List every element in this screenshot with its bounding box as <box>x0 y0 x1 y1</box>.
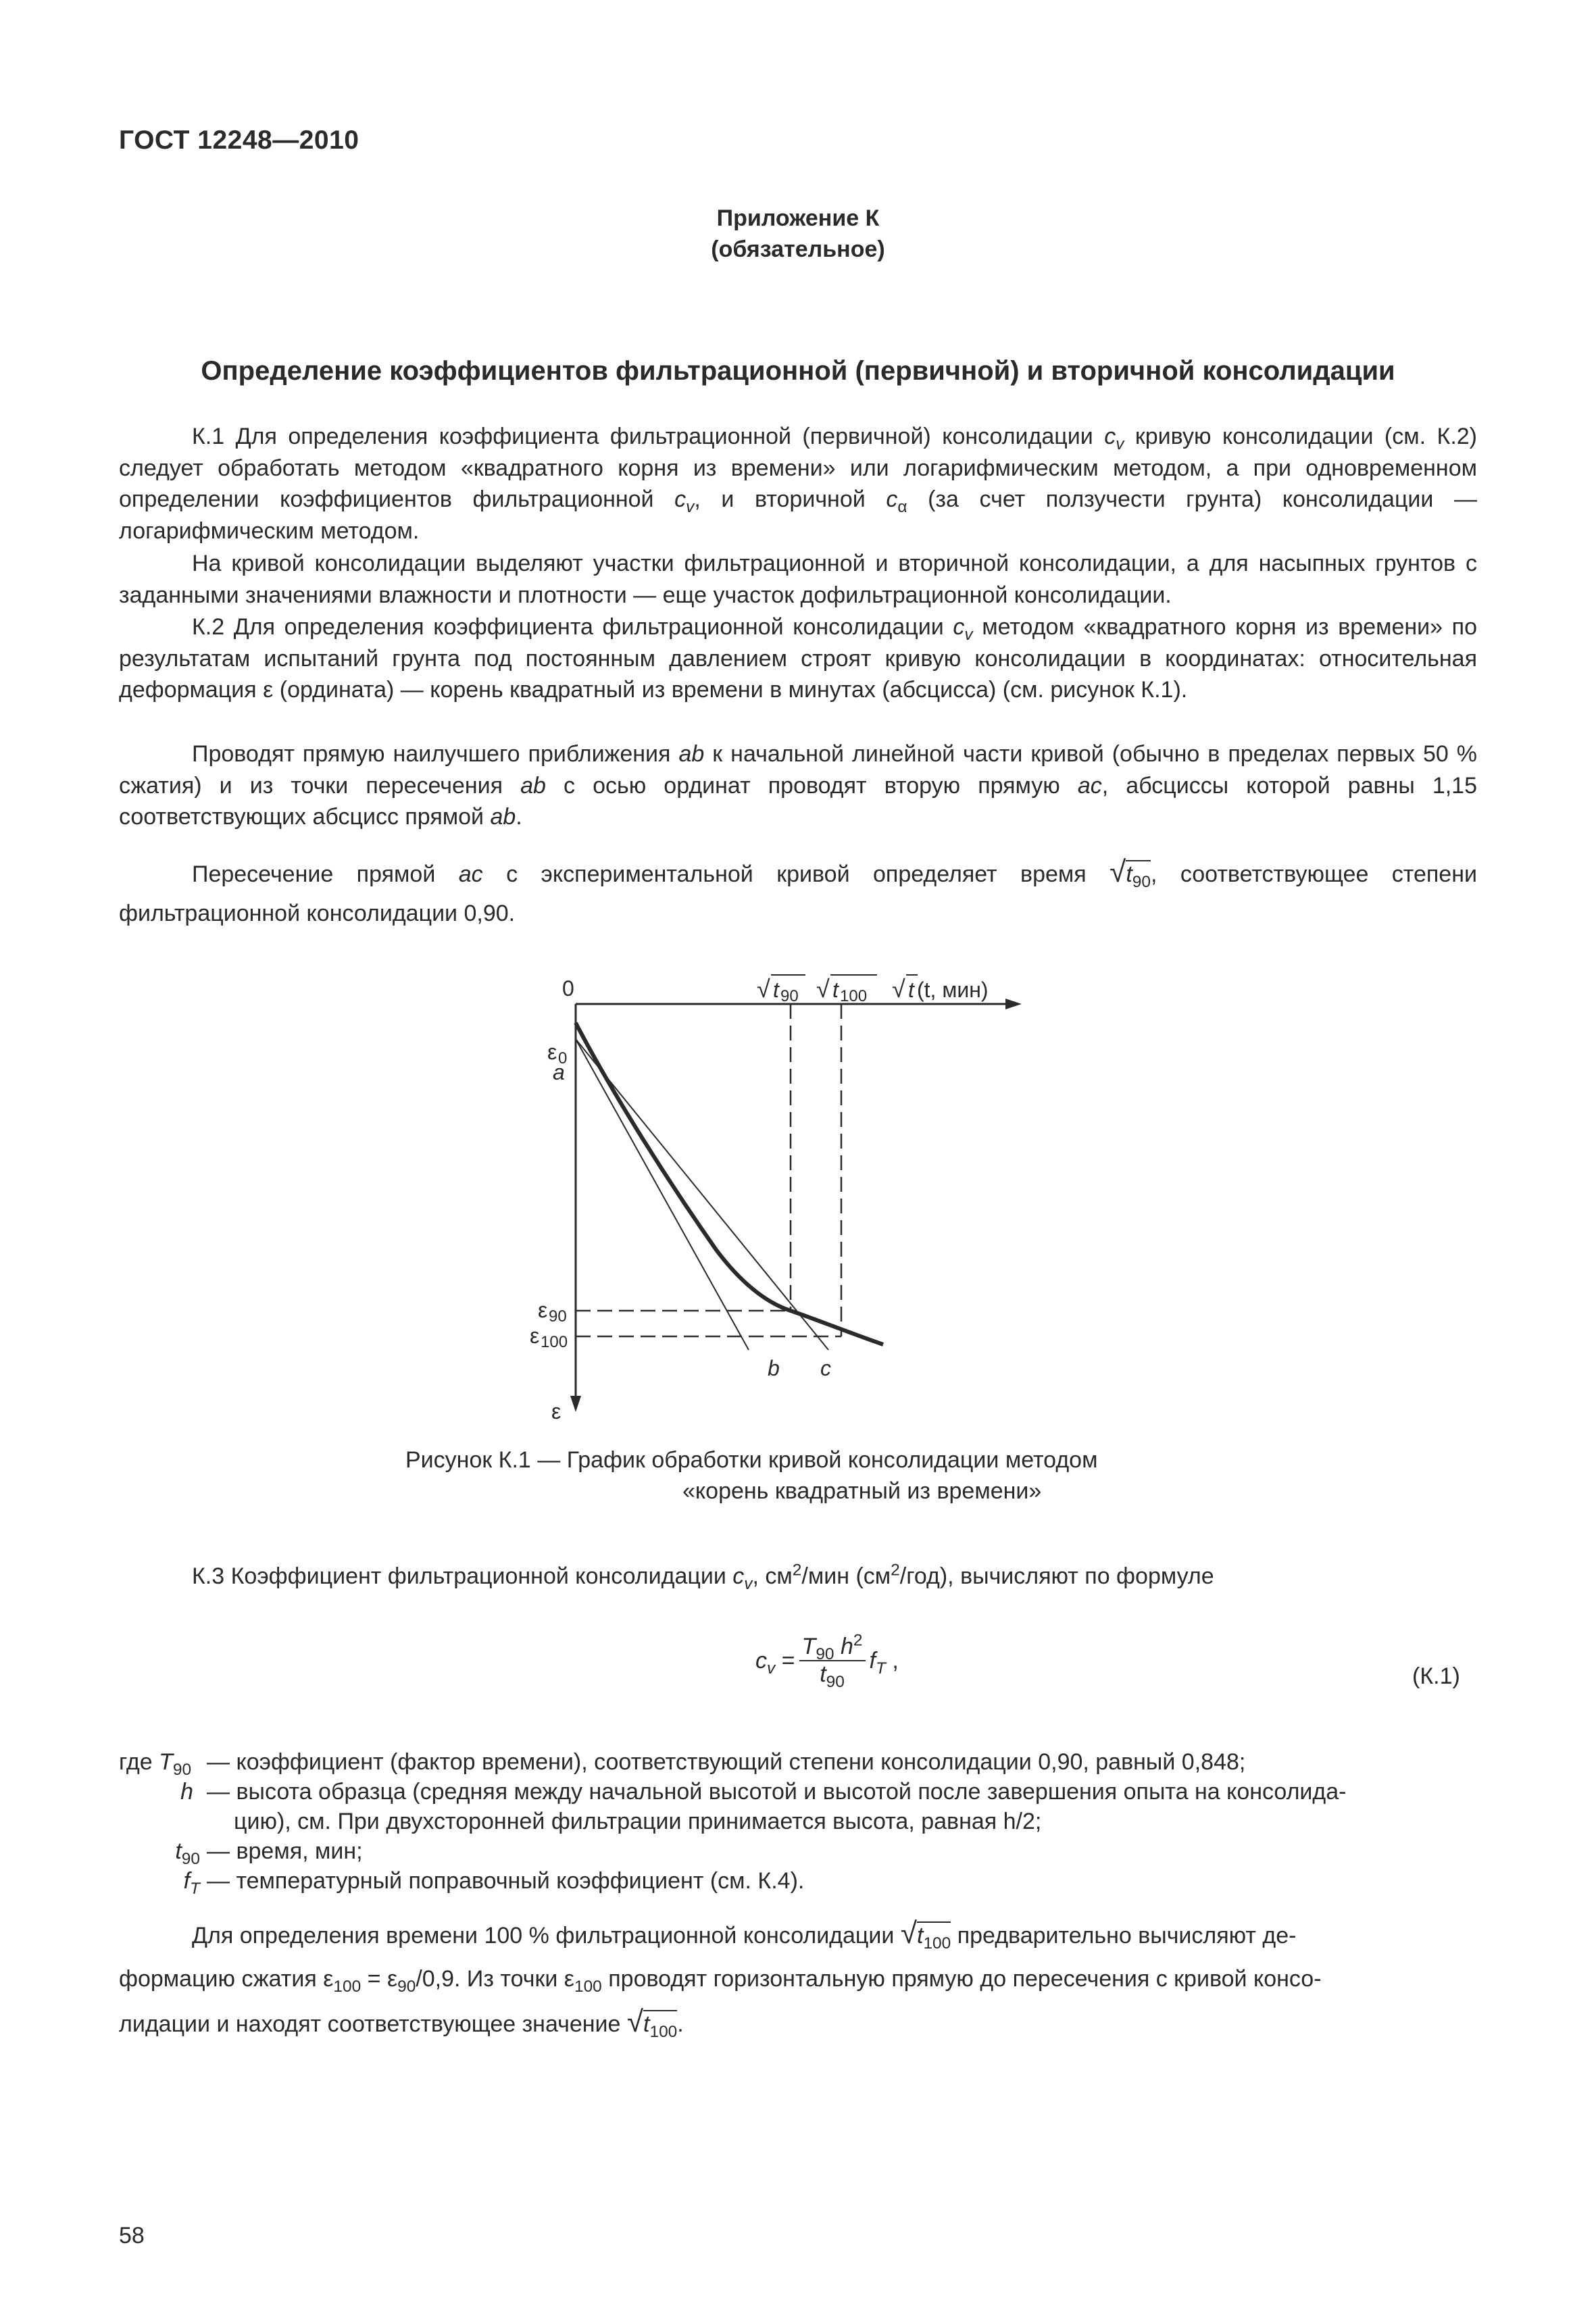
svg-text:(t, мин): (t, мин) <box>917 978 989 1002</box>
svg-text:100: 100 <box>541 1333 568 1351</box>
paragraph-sections: На кривой консолидации выделяют участки фильтрационной и вторичной консолидации, а для насыпных грунтов с заданными значениями влажности и плотности — еще участок дофильтрационной консолидации. <box>119 551 1477 608</box>
svg-text:√: √ <box>757 975 770 1003</box>
label-c: c <box>820 1356 831 1380</box>
appendix-title <box>0 203 1596 265</box>
svg-text:t: t <box>908 978 914 1002</box>
svg-text:0: 0 <box>558 1049 568 1067</box>
appendix-line2: (обязательное) <box>711 236 885 262</box>
x-axis-arrow <box>1005 999 1022 1009</box>
page-number: 58 <box>119 2223 145 2248</box>
where-list <box>119 1747 1477 1896</box>
consolidation-curve <box>576 1023 883 1344</box>
appendix-line1: Приложение К <box>716 205 880 231</box>
sqrt-t90-inline: $√t_{90}$ <box>1109 855 1151 891</box>
svg-text:√: √ <box>892 975 905 1003</box>
svg-text:t: t <box>773 978 779 1002</box>
svg-text:ε: ε <box>538 1298 548 1322</box>
x-label-sqrt-t <box>892 975 989 1003</box>
line-ab <box>576 1039 749 1350</box>
formula-number: (К.1) <box>1412 1663 1460 1689</box>
paragraph-k2: К.2 Для определения коэффициента фильтрационной консолидации $c_v$ методом «квадратного корня из времени» по результатам испытаний грунта под постоянным давлением строят кривую консолидации в координатах: относительная деформация ε (ордината) — корень квадратный из времени в минутах (абсцисса) (см. рисунок К.1). <box>119 614 1477 703</box>
svg-text:ε: ε <box>547 1040 557 1064</box>
y-axis-arrow <box>570 1396 581 1412</box>
figure-caption-line1: Рисунок К.1 — График обработки кривой консолидации методом <box>405 1447 1098 1473</box>
x-label-sqrt-t100 <box>816 975 877 1005</box>
paragraph-k3: К.3 Коэффициент фильтрационной консолидации $c_v$, $см^2$/мин $(см^2/год)$, вычисляют по формуле <box>192 1561 1214 1593</box>
label-b: b <box>768 1356 780 1380</box>
svg-text:90: 90 <box>780 987 799 1005</box>
where-item-ft: $f_T$ — температурный поправочный коэффициент (см. К.4). <box>183 1868 805 1898</box>
label-eps100 <box>530 1324 568 1351</box>
svg-text:100: 100 <box>840 987 868 1005</box>
paragraph-k1: К.1 Для определения коэффициента фильтрационной (первичной) консолидации $c_v$ кривую консолидации (см. К.2) следует обработать методом «квадратного корня из времени» или логарифмическим методом, а при одновременном определении коэффициентов фильтрационной $c_v$, и вторичной $c_\alpha$ (за счет ползучести грунта) консолидации — логарифмическим методом. <box>119 424 1477 544</box>
where-item-t90-time: $t_{90}$ — время, мин; <box>175 1838 363 1868</box>
formula-fraction: $\frac{T_{90} h^2}{t_{90}}$ <box>799 1634 866 1688</box>
x-label-sqrt-t90 <box>757 975 805 1005</box>
where-item-t90: где $T_{90}$ — коэффициент (фактор времени), соответствующий степени консолидации 0,90, равный 0,848; <box>119 1749 1246 1779</box>
label-eps90 <box>538 1298 567 1326</box>
figure-caption-line2: «корень квадратный из времени» <box>682 1478 1042 1504</box>
label-a: a <box>553 1060 565 1084</box>
document-header: ГОСТ 12248—2010 <box>119 126 359 155</box>
paragraph-intersection: Пересечение прямой ac с экспериментальной кривой определяет время $√t_{90}$, соответствующее степени фильтрационной консолидации 0,90. <box>119 855 1477 926</box>
paragraph-t100: Для определения времени 100 % фильтрационной консолидации $√t_{100}$ предварительно вычисляют де- формацию сжатия $\varepsilon_{100} = \varepsilon_{90}/0,9$. Из точки $\varepsilon_{100}$ проводят горизонтальную прямую до пересечения с кривой консо- лидации и находят соответствующее значение $√t_{100}$. <box>119 1917 1322 2041</box>
section-title: Определение коэффициентов фильтрационной (первичной) и вторичной консолидации <box>201 356 1395 386</box>
formula-k1: $c_v$ = $\frac{T_{90} h^2}{t_{90}}$ $f_T$ , <box>755 1631 899 1691</box>
svg-text:√: √ <box>816 975 830 1003</box>
origin-label: 0 <box>562 976 574 1001</box>
svg-text:90: 90 <box>549 1307 567 1326</box>
svg-text:ε: ε <box>530 1324 540 1348</box>
consolidation-graph <box>514 953 1054 1439</box>
paragraph-best-fit: Проводят прямую наилучшего приближения ab к начальной линейной части кривой (обычно в пределах первых 50 % сжатия) и из точки пересечения ab с осью ординат проводят вторую прямую ac, абсциссы которой равны 1,15 соответствующих абсцисс прямой ab. <box>119 741 1478 830</box>
svg-text:t: t <box>832 978 839 1002</box>
line-ac <box>576 1039 828 1350</box>
where-item-h: h — высота образца (средняя между начальной высотой и высотой после завершения опыта на консолида- цию), см. При двухсторонней фильтрации принимается высота, равная h/2; <box>180 1779 1347 1834</box>
y-axis-label: ε <box>551 1399 562 1424</box>
